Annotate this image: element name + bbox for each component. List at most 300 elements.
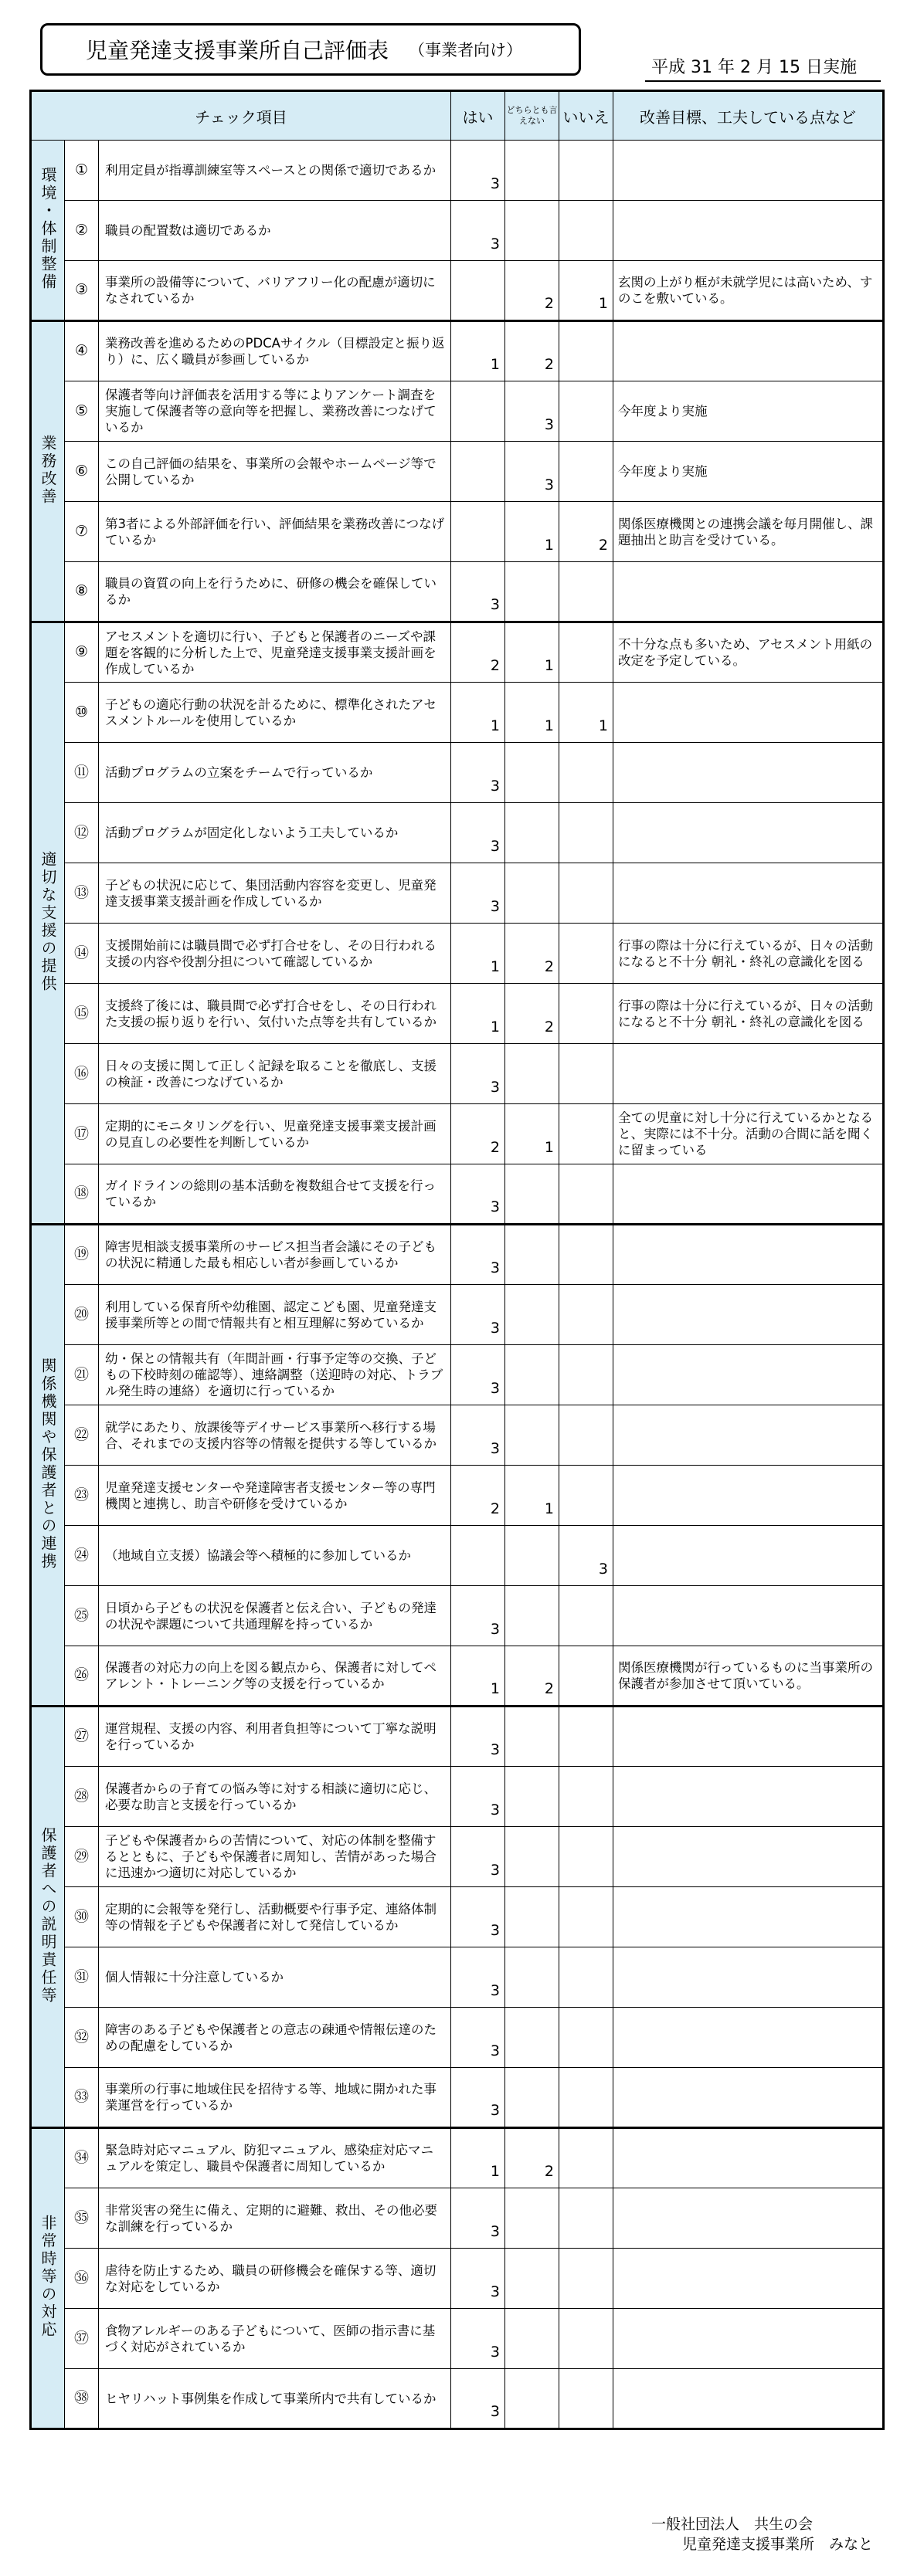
count-neither <box>505 2309 559 2369</box>
table-row <box>31 2188 884 2249</box>
count-yes: 3 <box>451 141 505 201</box>
count-neither <box>505 1526 559 1586</box>
remark <box>613 743 884 803</box>
item-number-cell <box>65 1345 99 1405</box>
count-no <box>559 2309 613 2369</box>
evaluation-table <box>29 90 885 2430</box>
item-number-cell <box>65 1104 99 1164</box>
check-item: 職員の配置数は適切であるか <box>99 201 451 261</box>
footer-org: 一般社団法人 共生の会 <box>651 2516 814 2533</box>
count-neither: 1 <box>505 683 559 743</box>
count-yes: 3 <box>451 201 505 261</box>
page-subtitle: （事業者向け） <box>409 41 523 59</box>
item-number: ③ <box>74 281 89 298</box>
table-row <box>31 2309 884 2369</box>
check-item: 支援開始前には職員間で必ず打合せをし、その日行われる支援の内容や役割分担について確認しているか <box>99 924 451 984</box>
table-row <box>31 1707 884 1767</box>
item-number-cell <box>65 622 99 683</box>
remark <box>613 2068 884 2128</box>
count-yes: 3 <box>451 1044 505 1104</box>
item-number: ⑨ <box>74 643 89 660</box>
check-item: 活動プログラムの立案をチームで行っているか <box>99 743 451 803</box>
count-no: 1 <box>559 683 613 743</box>
count-no <box>559 1646 613 1707</box>
table-row <box>31 1767 884 1827</box>
item-number: ㉞ <box>73 2149 89 2166</box>
item-number: ⑦ <box>74 522 89 540</box>
table-row <box>31 1044 884 1104</box>
count-yes: 3 <box>451 1707 505 1767</box>
table-row <box>31 381 884 442</box>
remark <box>613 1044 884 1104</box>
page-title: 児童発達支援事業所自己評価表 <box>86 38 389 63</box>
item-number: ㉑ <box>73 1365 89 1383</box>
count-neither <box>505 2249 559 2309</box>
count-yes: 1 <box>451 984 505 1044</box>
remark <box>613 2309 884 2369</box>
table-row <box>31 1887 884 1947</box>
check-item: 虐待を防止するため、職員の研修機会を確保する等、適切な対応をしているか <box>99 2249 451 2309</box>
count-neither <box>505 2188 559 2249</box>
check-item: 個人情報に十分注意しているか <box>99 1947 451 2008</box>
check-item: 就学にあたり、放課後等デイサービス事業所へ移行する場合、それまでの支援内容等の情報を提供する等しているか <box>99 1405 451 1466</box>
count-yes: 3 <box>451 1947 505 2008</box>
footer <box>651 2514 873 2554</box>
count-yes: 1 <box>451 924 505 984</box>
count-neither: 2 <box>505 261 559 321</box>
remark <box>613 1164 884 1225</box>
item-number: ㉛ <box>73 1968 89 1985</box>
count-neither <box>505 743 559 803</box>
count-no <box>559 743 613 803</box>
count-yes: 3 <box>451 562 505 622</box>
check-item: ヒヤリハット事例集を作成して事業所内で共有しているか <box>99 2369 451 2429</box>
count-yes: 3 <box>451 1345 505 1405</box>
table-body <box>31 141 884 2429</box>
count-yes: 1 <box>451 1646 505 1707</box>
check-item: 食物アレルギーのある子どもについて、医師の指示書に基づく対応がされているか <box>99 2309 451 2369</box>
check-item: 保護者の対応力の向上を図る観点から、保護者に対してペアレント・トレーニング等の支援を行っているか <box>99 1646 451 1707</box>
count-no: 2 <box>559 502 613 562</box>
remark <box>613 1947 884 2008</box>
table-row <box>31 984 884 1044</box>
count-no <box>559 1164 613 1225</box>
table-row <box>31 2068 884 2128</box>
check-item: 運営規程、支援の内容、利用者負担等について丁寧な説明を行っているか <box>99 1707 451 1767</box>
table-row <box>31 1827 884 1887</box>
item-number: ⑪ <box>73 763 89 781</box>
remark <box>613 1827 884 1887</box>
check-item: （地域自立支援）協議会等へ積極的に参加しているか <box>99 1526 451 1586</box>
item-number-cell <box>65 1526 99 1586</box>
count-neither: 2 <box>505 2128 559 2188</box>
check-item: 活動プログラムが固定化しないよう工夫しているか <box>99 803 451 863</box>
count-no <box>559 1044 613 1104</box>
remark: 関係医療機関との連携会議を毎月開催し、課題抽出と助言を受けている。 <box>613 502 884 562</box>
count-neither <box>505 2008 559 2068</box>
item-number: ㉗ <box>73 1727 89 1744</box>
count-neither: 2 <box>505 984 559 1044</box>
count-yes: 3 <box>451 863 505 924</box>
header-no: いいえ <box>559 91 613 141</box>
count-neither <box>505 141 559 201</box>
item-number-cell <box>65 201 99 261</box>
count-yes: 3 <box>451 2369 505 2429</box>
remark <box>613 1345 884 1405</box>
item-number-cell <box>65 743 99 803</box>
remark: 行事の際は十分に行えているが、日々の活動になると不十分 朝礼・終礼の意識化を図る <box>613 984 884 1044</box>
table-row <box>31 2128 884 2188</box>
item-number-cell <box>65 984 99 1044</box>
check-item: 業務改善を進めるためのPDCAサイクル（目標設定と振り返り）に、広く職員が参画しているか <box>99 321 451 381</box>
table-row <box>31 201 884 261</box>
count-yes: 3 <box>451 2309 505 2369</box>
count-neither <box>505 1285 559 1345</box>
check-item: 保護者等向け評価表を活用する等によりアンケート調査を実施して保護者等の意向等を把握し、業務改善につなげているか <box>99 381 451 442</box>
section-label <box>31 1707 65 2128</box>
count-neither: 1 <box>505 502 559 562</box>
header-yes: はい <box>451 91 505 141</box>
header-check-item: チェック項目 <box>31 91 451 141</box>
item-number-cell <box>65 2188 99 2249</box>
count-no <box>559 803 613 863</box>
count-neither: 3 <box>505 442 559 502</box>
count-neither <box>505 1225 559 1285</box>
remark <box>613 803 884 863</box>
table-row <box>31 1947 884 2008</box>
count-neither <box>505 201 559 261</box>
remark <box>613 2188 884 2249</box>
count-no <box>559 2188 613 2249</box>
remark: 玄関の上がり框が未就学児には高いため、すのこを敷いている。 <box>613 261 884 321</box>
count-neither: 1 <box>505 1104 559 1164</box>
item-number-cell <box>65 261 99 321</box>
count-no <box>559 141 613 201</box>
count-yes <box>451 381 505 442</box>
item-number: ⑩ <box>74 703 89 720</box>
remark <box>613 2128 884 2188</box>
item-number-cell <box>65 683 99 743</box>
remark <box>613 1285 884 1345</box>
table-row <box>31 803 884 863</box>
count-yes <box>451 1526 505 1586</box>
item-number-cell <box>65 2008 99 2068</box>
item-number: ㉖ <box>73 1666 89 1683</box>
item-number: ⑰ <box>73 1124 89 1142</box>
table-row <box>31 743 884 803</box>
remark <box>613 1225 884 1285</box>
count-no <box>559 321 613 381</box>
item-number-cell <box>65 502 99 562</box>
count-no <box>559 2128 613 2188</box>
count-no <box>559 1466 613 1526</box>
check-item: 定期的にモニタリングを行い、児童発達支援事業支援計画の見直しの必要性を判断しているか <box>99 1104 451 1164</box>
table-row <box>31 1225 884 1285</box>
remark: 今年度より実施 <box>613 381 884 442</box>
item-number-cell <box>65 2369 99 2429</box>
remark <box>613 201 884 261</box>
check-item: 児童発達支援センターや発達障害者支援センター等の専門機関と連携し、助言や研修を受けているか <box>99 1466 451 1526</box>
count-no <box>559 1345 613 1405</box>
section-name: 業務改善 <box>39 434 57 506</box>
count-no <box>559 863 613 924</box>
count-no <box>559 381 613 442</box>
remark: 全ての児童に対し十分に行えているかとなると、実際には不十分。活動の合間に話を聞くに留まっている <box>613 1104 884 1164</box>
table-row <box>31 1466 884 1526</box>
table-row <box>31 1345 884 1405</box>
count-yes: 3 <box>451 1827 505 1887</box>
item-number: ㉝ <box>73 2088 89 2105</box>
item-number-cell <box>65 1586 99 1646</box>
item-number: ⑮ <box>73 1004 89 1022</box>
table-row <box>31 1646 884 1707</box>
count-yes: 2 <box>451 1104 505 1164</box>
check-item: 非常災害の発生に備え、定期的に避難、救出、その他必要な訓練を行っているか <box>99 2188 451 2249</box>
item-number: ⑤ <box>74 402 89 419</box>
item-number: ⑲ <box>73 1246 89 1263</box>
check-item: 障害のある子どもや保護者との意志の疎通や情報伝達のための配慮をしているか <box>99 2008 451 2068</box>
item-number: ⑳ <box>73 1305 89 1323</box>
remark <box>613 321 884 381</box>
count-no <box>559 622 613 683</box>
table-row <box>31 1164 884 1225</box>
count-neither: 3 <box>505 381 559 442</box>
table-row <box>31 562 884 622</box>
remark: 行事の際は十分に行えているが、日々の活動になると不十分 朝礼・終礼の意識化を図る <box>613 924 884 984</box>
check-item: この自己評価の結果を、事業所の会報やホームページ等で公開しているか <box>99 442 451 502</box>
table-row <box>31 2008 884 2068</box>
item-number: ㉔ <box>73 1546 89 1564</box>
count-yes: 3 <box>451 1586 505 1646</box>
count-no <box>559 1104 613 1164</box>
count-yes: 3 <box>451 2068 505 2128</box>
count-yes: 3 <box>451 1405 505 1466</box>
count-neither <box>505 1586 559 1646</box>
item-number: ㉓ <box>73 1486 89 1503</box>
section-name: 非常時等の対応 <box>39 2215 57 2339</box>
check-item: 保護者からの子育ての悩み等に対する相談に適切に応じ、必要な助言と支援を行っているか <box>99 1767 451 1827</box>
check-item: アセスメントを適切に行い、子どもと保護者のニーズや課題を客観的に分析した上で、児童発達支援事業支援計画を作成しているか <box>99 622 451 683</box>
table-row <box>31 2369 884 2429</box>
table-row <box>31 261 884 321</box>
remark <box>613 1526 884 1586</box>
item-number: ㉒ <box>73 1425 89 1443</box>
count-no <box>559 1887 613 1947</box>
item-number-cell <box>65 1466 99 1526</box>
table-row <box>31 321 884 381</box>
count-yes: 3 <box>451 1225 505 1285</box>
count-no <box>559 1947 613 2008</box>
count-yes <box>451 261 505 321</box>
title-box <box>40 23 581 76</box>
header-neither: どちらとも言えない <box>505 91 559 141</box>
table-row <box>31 442 884 502</box>
count-no <box>559 1285 613 1345</box>
section-label <box>31 141 65 321</box>
table-row <box>31 924 884 984</box>
item-number: ⑧ <box>74 582 89 599</box>
remark <box>613 2008 884 2068</box>
count-no <box>559 1827 613 1887</box>
count-neither <box>505 1405 559 1466</box>
section-name: 関係機関や保護者との連携 <box>39 1357 57 1571</box>
item-number-cell <box>65 1225 99 1285</box>
check-item: 支援終了後には、職員間で必ず打合せをし、その日行われた支援の振り返りを行い、気付いた点等を共有しているか <box>99 984 451 1044</box>
item-number-cell <box>65 1947 99 2008</box>
table-row <box>31 2249 884 2309</box>
remark <box>613 2249 884 2309</box>
table-row <box>31 1285 884 1345</box>
item-number-cell <box>65 1646 99 1707</box>
check-item: 日々の支援に関して正しく記録を取ることを徹底し、支援の検証・改善につなげているか <box>99 1044 451 1104</box>
item-number-cell <box>65 141 99 201</box>
item-number-cell <box>65 1044 99 1104</box>
check-item: 定期的に会報等を発行し、活動概要や行事予定、連絡体制等の情報を子どもや保護者に対して発信しているか <box>99 1887 451 1947</box>
count-neither <box>505 1345 559 1405</box>
section-name: 保護者への説明責任等 <box>39 1826 57 2005</box>
count-neither <box>505 1044 559 1104</box>
count-neither <box>505 1707 559 1767</box>
count-yes: 3 <box>451 2188 505 2249</box>
count-no <box>559 2068 613 2128</box>
check-item: 子どもの状況に応じて、集団活動内容容を変更し、児童発達支援事業支援計画を作成しているか <box>99 863 451 924</box>
item-number-cell <box>65 442 99 502</box>
remark <box>613 562 884 622</box>
header-row <box>31 91 884 141</box>
check-item: 事業所の設備等について、バリアフリー化の配慮が適切になされているか <box>99 261 451 321</box>
table-row <box>31 683 884 743</box>
item-number-cell <box>65 1285 99 1345</box>
remark: 関係医療機関が行っているものに当事業所の保護者が参加させて頂いている。 <box>613 1646 884 1707</box>
count-neither <box>505 1164 559 1225</box>
item-number: ㊲ <box>73 2329 89 2347</box>
count-neither <box>505 2369 559 2429</box>
header-remarks: 改善目標、工夫している点など <box>613 91 884 141</box>
table-row <box>31 1586 884 1646</box>
count-yes: 3 <box>451 1887 505 1947</box>
remark <box>613 1405 884 1466</box>
remark <box>613 1586 884 1646</box>
count-no <box>559 984 613 1044</box>
section-label <box>31 1225 65 1707</box>
remark <box>613 1466 884 1526</box>
footer-facility: 児童発達支援事業所 みなと <box>682 2536 874 2553</box>
count-yes <box>451 442 505 502</box>
count-no <box>559 1225 613 1285</box>
item-number: ㉟ <box>73 2208 89 2226</box>
item-number: ⑬ <box>73 883 89 901</box>
count-neither <box>505 1767 559 1827</box>
item-number-cell <box>65 1827 99 1887</box>
date-underline <box>645 80 881 82</box>
item-number-cell <box>65 2128 99 2188</box>
check-item: ガイドラインの総則の基本活動を複数組合せて支援を行っているか <box>99 1164 451 1225</box>
count-neither <box>505 1947 559 2008</box>
item-number: ④ <box>74 342 89 359</box>
item-number-cell <box>65 2249 99 2309</box>
remark <box>613 141 884 201</box>
check-item: 緊急時対応マニュアル、防犯マニュアル、感染症対応マニュアルを策定し、職員や保護者に周知しているか <box>99 2128 451 2188</box>
table-row <box>31 1104 884 1164</box>
count-no: 3 <box>559 1526 613 1586</box>
remark <box>613 1887 884 1947</box>
count-neither: 2 <box>505 321 559 381</box>
count-neither: 1 <box>505 1466 559 1526</box>
check-item: 子どもや保護者からの苦情について、対応の体制を整備するとともに、子どもや保護者に周知し、苦情があった場合に迅速かつ適切に対応しているか <box>99 1827 451 1887</box>
item-number: ㉚ <box>73 1907 89 1925</box>
table-row <box>31 141 884 201</box>
item-number: ① <box>74 161 89 178</box>
item-number-cell <box>65 562 99 622</box>
remark <box>613 1707 884 1767</box>
section-name: 適切な支援の提供 <box>39 850 57 993</box>
item-number-cell <box>65 1887 99 1947</box>
item-number-cell <box>65 863 99 924</box>
count-yes: 3 <box>451 1164 505 1225</box>
section-label <box>31 622 65 1225</box>
check-item: 子どもの適応行動の状況を計るために、標準化されたアセスメントルールを使用しているか <box>99 683 451 743</box>
table-row <box>31 502 884 562</box>
item-number-cell <box>65 381 99 442</box>
remark: 不十分な点も多いため、アセスメント用紙の改定を予定している。 <box>613 622 884 683</box>
count-no <box>559 201 613 261</box>
count-yes: 3 <box>451 1285 505 1345</box>
remark <box>613 683 884 743</box>
count-neither <box>505 1887 559 1947</box>
count-no <box>559 442 613 502</box>
count-neither: 2 <box>505 924 559 984</box>
item-number-cell <box>65 1164 99 1225</box>
count-no <box>559 2249 613 2309</box>
item-number-cell <box>65 1707 99 1767</box>
count-no <box>559 2008 613 2068</box>
check-item: 職員の資質の向上を行うために、研修の機会を確保しているか <box>99 562 451 622</box>
table-row <box>31 1405 884 1466</box>
item-number: ⑥ <box>74 462 89 480</box>
item-number: ② <box>74 221 89 239</box>
item-number-cell <box>65 924 99 984</box>
item-number: ⑯ <box>73 1064 89 1082</box>
item-number: ㉕ <box>73 1606 89 1624</box>
count-no <box>559 1707 613 1767</box>
count-yes: 3 <box>451 1767 505 1827</box>
count-no <box>559 1767 613 1827</box>
count-no: 1 <box>559 261 613 321</box>
item-number: ㉜ <box>73 2028 89 2046</box>
item-number-cell <box>65 1405 99 1466</box>
table-row <box>31 863 884 924</box>
item-number-cell <box>65 2309 99 2369</box>
count-neither: 2 <box>505 1646 559 1707</box>
item-number: ⑱ <box>73 1185 89 1202</box>
item-number-cell <box>65 1767 99 1827</box>
count-neither <box>505 803 559 863</box>
count-yes: 3 <box>451 2249 505 2309</box>
item-number: ⑫ <box>73 823 89 841</box>
table-row <box>31 622 884 683</box>
item-number: ⑭ <box>73 944 89 961</box>
remark <box>613 2369 884 2429</box>
item-number: ㊳ <box>73 2389 89 2406</box>
count-neither: 1 <box>505 622 559 683</box>
count-yes: 1 <box>451 2128 505 2188</box>
count-no <box>559 2369 613 2429</box>
item-number-cell <box>65 803 99 863</box>
count-no <box>559 1405 613 1466</box>
check-item: 日頃から子どもの状況を保護者と伝え合い、子どもの発達の状況や課題について共通理解を持っているか <box>99 1586 451 1646</box>
count-yes: 1 <box>451 683 505 743</box>
check-item: 幼・保との情報共有（年間計画・行事予定等の交換、子どもの下校時刻の確認等）、連絡調整（送迎時の対応、トラブル発生時の連絡）を適切に行っているか <box>99 1345 451 1405</box>
